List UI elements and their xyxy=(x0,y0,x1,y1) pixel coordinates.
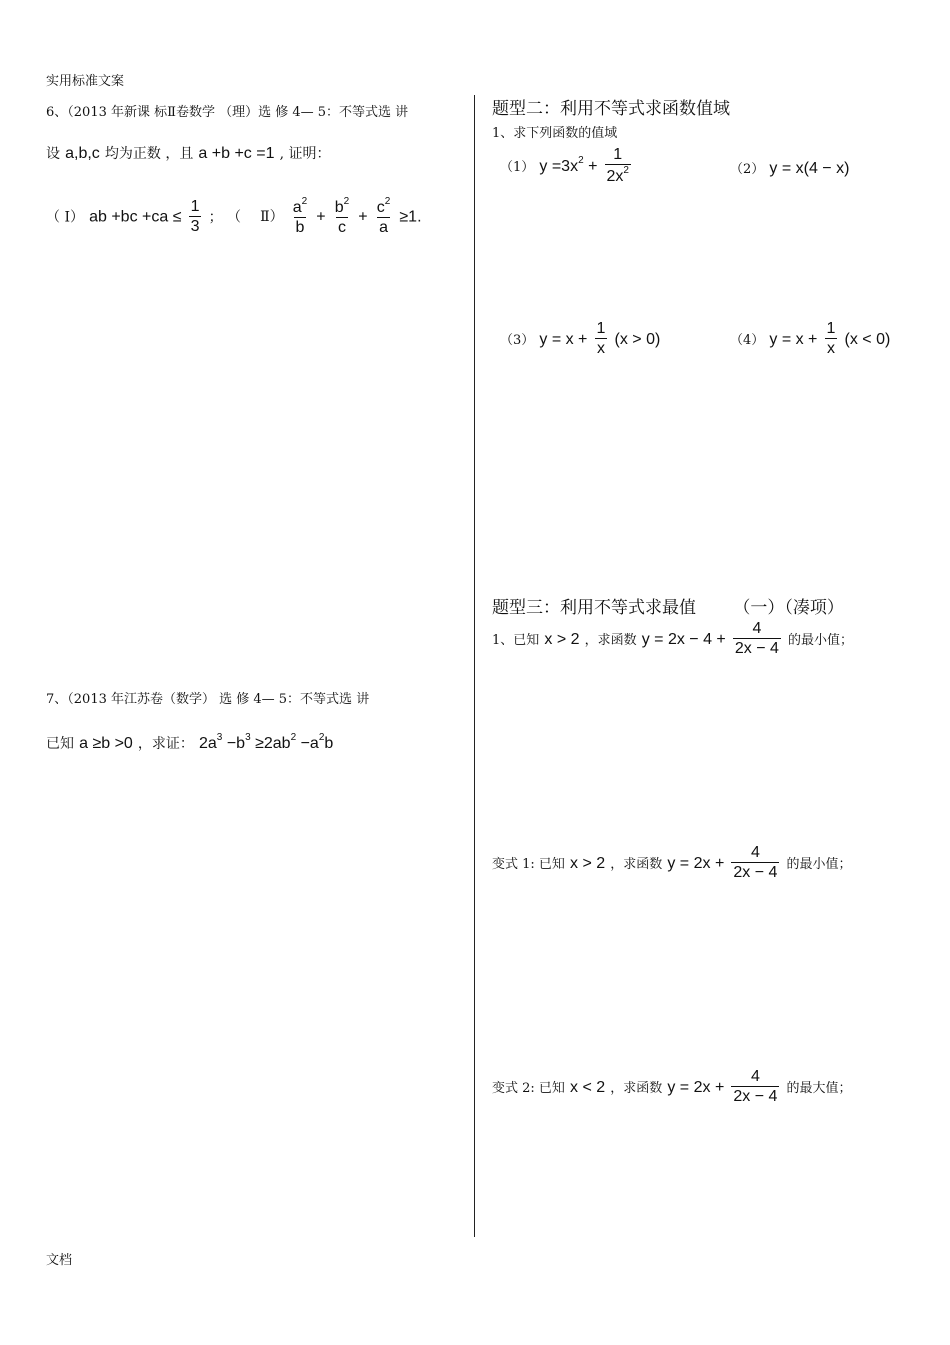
q3-denominator: x xyxy=(596,340,605,358)
v1-suffix: 的最小值； xyxy=(786,856,852,872)
question-4 xyxy=(730,320,890,359)
v1-denominator: 2x − 4 xyxy=(733,864,778,882)
v1-mid: ，求函数 xyxy=(610,856,663,872)
q1-label: （1） xyxy=(500,159,535,175)
v1-condition: x > 2 xyxy=(570,854,606,872)
part2-fraction-2 xyxy=(333,196,351,238)
part1-label: （ Ⅰ） xyxy=(46,209,84,226)
f3-numerator: c xyxy=(376,199,385,216)
part1-fraction xyxy=(189,198,202,237)
page-footer: 文档 xyxy=(46,1253,73,1268)
q4-fraction xyxy=(825,320,838,359)
q1-denominator: 2x xyxy=(606,168,624,186)
q3-fraction xyxy=(595,320,608,359)
v2-fraction xyxy=(731,1068,779,1107)
p7-condition: a ≥b >0 xyxy=(79,735,133,752)
part2-label: Ⅱ） xyxy=(260,209,284,226)
plus-sign: + xyxy=(358,208,368,226)
s3p1-fraction xyxy=(733,620,781,659)
p7-inequality: $2a^3 -b^3 \ge 2ab^2 -a^2b$ xyxy=(199,732,334,752)
s3p1-mid: ，求函数 xyxy=(584,632,637,648)
q1-expression: $y =3x^2$ + xyxy=(539,154,598,175)
v2-prefix: 变式 2: 已知 xyxy=(492,1080,565,1096)
v2-suffix: 的最大值； xyxy=(786,1080,852,1096)
part1-denominator: 3 xyxy=(190,217,200,235)
question-3 xyxy=(500,320,660,359)
given-prefix: 设 xyxy=(46,146,60,162)
s3p1-expression: y = 2x − 4 + xyxy=(641,630,726,648)
column-divider xyxy=(474,95,475,1237)
q2-label: （2） xyxy=(730,162,765,177)
problem-7-title: 7、（2013 年江苏卷（数学） 选 修 4— 5：不等式选 讲 xyxy=(46,692,370,707)
part2-fraction-3 xyxy=(375,196,393,238)
s3p1-suffix: 的最小值； xyxy=(788,632,854,648)
variant-2 xyxy=(492,1068,852,1107)
f1-denominator: b xyxy=(295,219,305,237)
s3p1-numerator: 4 xyxy=(752,620,762,637)
f2-numerator: b xyxy=(334,199,344,216)
part1-numerator: 1 xyxy=(190,197,200,215)
q2-expression: y = x(4 − x) xyxy=(769,160,850,177)
section-3-title xyxy=(492,593,844,618)
section-3-title-main: 题型三：利用不等式求最值 xyxy=(492,598,696,618)
s3p1-denominator: 2x − 4 xyxy=(734,640,779,658)
q4-label: （4） xyxy=(730,332,765,348)
p7-given-prefix: 已知 xyxy=(46,736,74,752)
v1-numerator: 4 xyxy=(750,844,760,861)
part1-end: ； （ xyxy=(208,209,242,226)
question-1 xyxy=(500,146,633,187)
f2-denominator: c xyxy=(337,219,346,237)
section-2-title: 题型二：利用不等式求函数值域 xyxy=(492,99,730,119)
v2-numerator: 4 xyxy=(750,1068,760,1085)
problem-6-title: 6、（2013 年新课 标Ⅱ卷数学 （理）选 修 4— 5：不等式选 讲 xyxy=(46,105,409,120)
q3-label: （3） xyxy=(500,332,535,348)
given-suffix: , 证明： xyxy=(279,146,331,162)
f2-exponent: 2 xyxy=(343,196,350,207)
given-vars: a,b,c xyxy=(65,145,100,162)
problem-6-given xyxy=(46,143,330,163)
page-header: 实用标准文案 xyxy=(46,74,125,89)
q1-fraction: $\frac{1}{2x^2}$ xyxy=(606,146,629,186)
variant-1 xyxy=(492,844,852,883)
given-equation: a +b +c =1 xyxy=(198,145,275,162)
v2-mid: ，求函数 xyxy=(610,1080,663,1096)
q4-numerator: 1 xyxy=(826,320,836,337)
q3-numerator: 1 xyxy=(596,320,606,337)
v2-expression: y = 2x + xyxy=(667,1078,725,1096)
plus-sign: + xyxy=(316,208,326,226)
v1-fraction xyxy=(731,844,779,883)
v2-condition: x < 2 xyxy=(570,1078,606,1096)
f3-denominator: a xyxy=(379,219,388,237)
section-2-intro: 1、求下列函数的值域 xyxy=(492,126,618,141)
f1-exponent: 2 xyxy=(301,196,308,207)
given-mid: 均为正数 ，且 xyxy=(104,146,194,162)
q1-numerator: 1 xyxy=(613,146,623,163)
section-3-problem-1 xyxy=(492,620,853,659)
p7-given-mid: ，求证： xyxy=(137,736,194,752)
part2-end: ≥1. xyxy=(399,208,422,226)
problem-7-statement xyxy=(46,732,333,753)
v1-prefix: 变式 1: 已知 xyxy=(492,856,565,872)
q4-denominator: x xyxy=(826,340,835,358)
q4-expression: y = x + xyxy=(769,330,818,348)
part1-expression: ab +bc +ca ≤ xyxy=(89,208,182,226)
s3p1-prefix: 1、已知 xyxy=(492,632,540,648)
v1-expression: y = 2x + xyxy=(667,854,725,872)
f1-numerator: a xyxy=(292,199,302,216)
q4-condition: (x < 0) xyxy=(844,330,891,348)
question-2 xyxy=(730,158,849,178)
f3-exponent: 2 xyxy=(384,196,391,207)
v2-denominator: 2x − 4 xyxy=(733,1088,778,1106)
q3-expression: y = x + xyxy=(539,330,588,348)
q3-condition: (x > 0) xyxy=(614,330,661,348)
section-3-title-suffix: （一）（凑项） xyxy=(733,598,844,618)
part2-fraction-1 xyxy=(291,196,309,238)
s3p1-condition: x > 2 xyxy=(544,630,580,648)
problem-6-parts xyxy=(46,196,422,238)
